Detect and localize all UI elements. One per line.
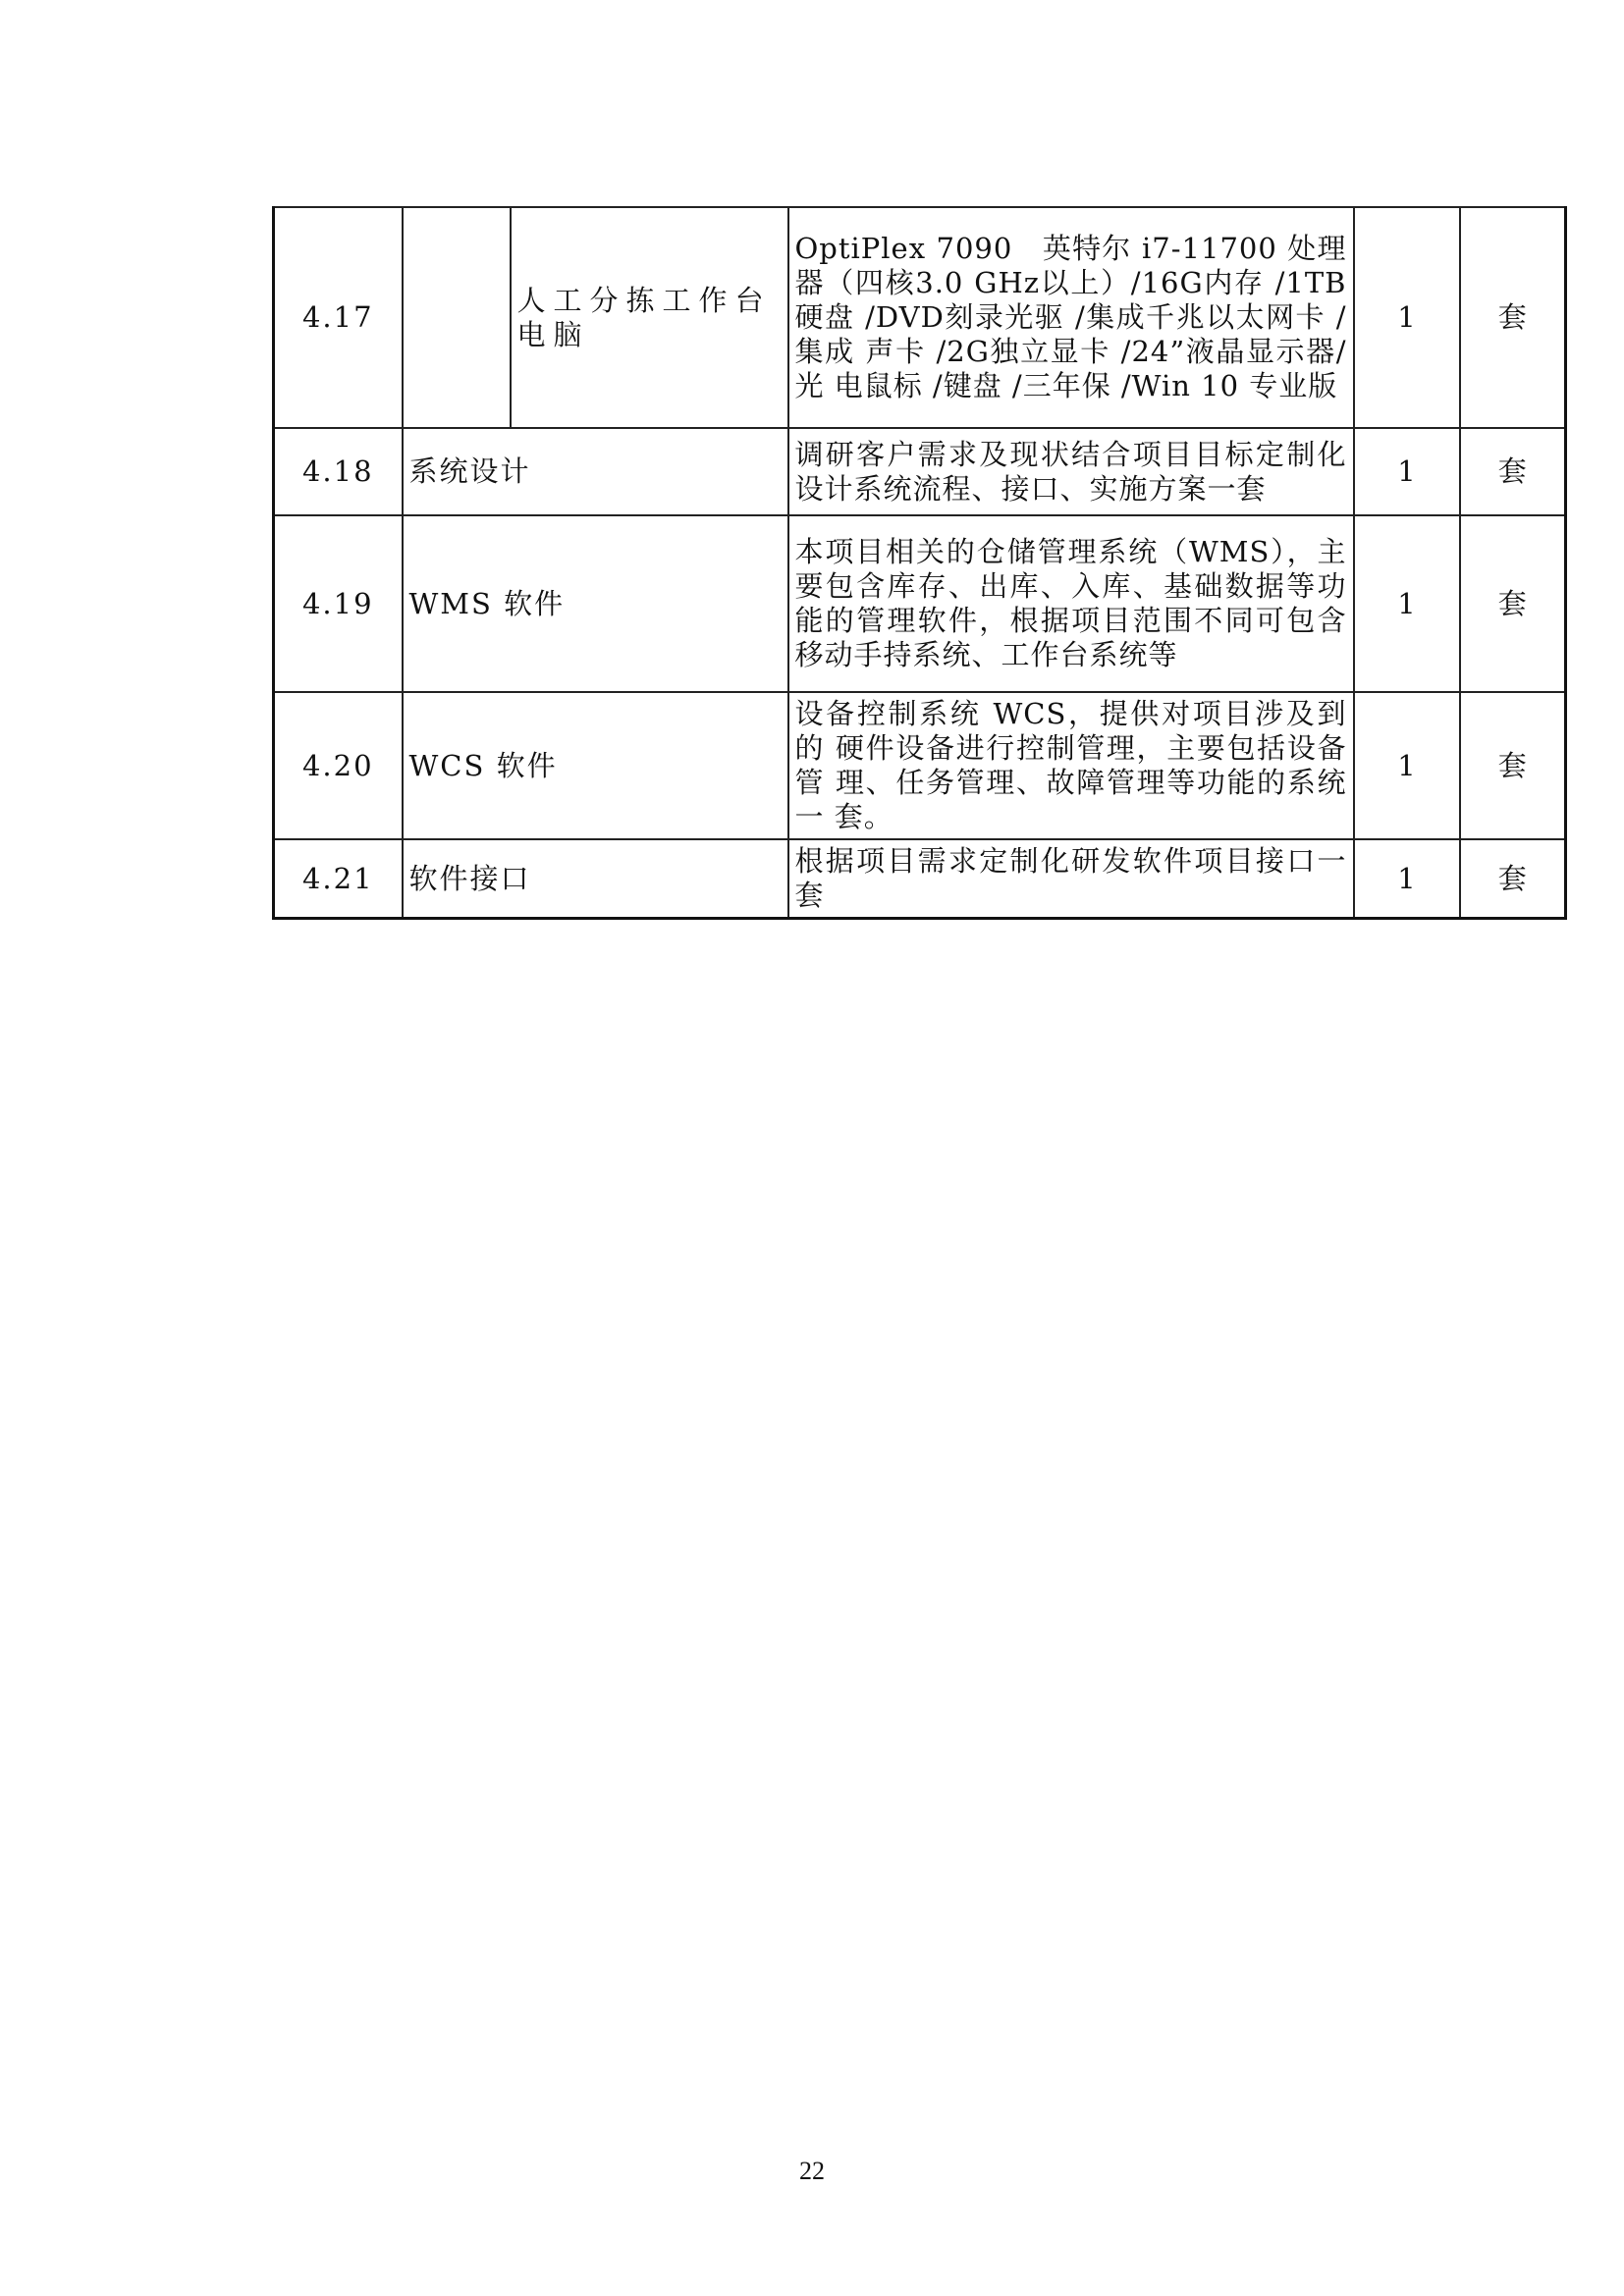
table-row [274, 428, 1566, 515]
table-row [274, 839, 1566, 919]
item-number: 4.17 [274, 207, 403, 428]
item-description: 调研客户需求及现状结合项目目标定制化 设计系统流程、接口、实施方案一套 [788, 428, 1354, 515]
item-unit: 套 [1460, 692, 1566, 839]
table-row [274, 692, 1566, 839]
item-number: 4.21 [274, 839, 403, 919]
item-name: 系统设计 [403, 428, 788, 515]
item-unit: 套 [1460, 839, 1566, 919]
table-row [274, 207, 1566, 428]
item-name: 软件接口 [403, 839, 788, 919]
page-number: 22 [799, 2157, 825, 2185]
item-quantity: 1 [1354, 692, 1460, 839]
item-description: OptiPlex 7090 英特尔 i7-11700 处理器（四核3.0 GHz以上）/16G内存 /1TB 硬盘 /DVD刻录光驱 /集成千兆以太网卡 /集成 声卡 /2G独立显卡 /24”液晶显示器/光 电鼠标 /键盘 /三年保 /Win 10 专业版 [788, 207, 1354, 428]
item-description: 设备控制系统 WCS，提供对项目涉及到的 硬件设备进行控制管理，主要包括设备管 理、任务管理、故障管理等功能的系统一 套。 [788, 692, 1354, 839]
item-description: 根据项目需求定制化研发软件项目接口一 套 [788, 839, 1354, 919]
item-number: 4.20 [274, 692, 403, 839]
item-name: WMS 软件 [403, 515, 788, 692]
item-unit: 套 [1460, 207, 1566, 428]
item-name: WCS 软件 [403, 692, 788, 839]
item-unit: 套 [1460, 515, 1566, 692]
item-quantity: 1 [1354, 207, 1460, 428]
item-name: 人工分拣工作台电脑 [511, 207, 788, 428]
item-number: 4.18 [274, 428, 403, 515]
item-quantity: 1 [1354, 428, 1460, 515]
equipment-spec-table [272, 206, 1567, 920]
item-description: 本项目相关的仓储管理系统（WMS），主 要包含库存、出库、入库、基础数据等功 能的管理软件，根据项目范围不同可包含 移动手持系统、工作台系统等 [788, 515, 1354, 692]
item-category [403, 207, 511, 428]
table-row [274, 515, 1566, 692]
item-quantity: 1 [1354, 839, 1460, 919]
item-unit: 套 [1460, 428, 1566, 515]
item-number: 4.19 [274, 515, 403, 692]
item-quantity: 1 [1354, 515, 1460, 692]
